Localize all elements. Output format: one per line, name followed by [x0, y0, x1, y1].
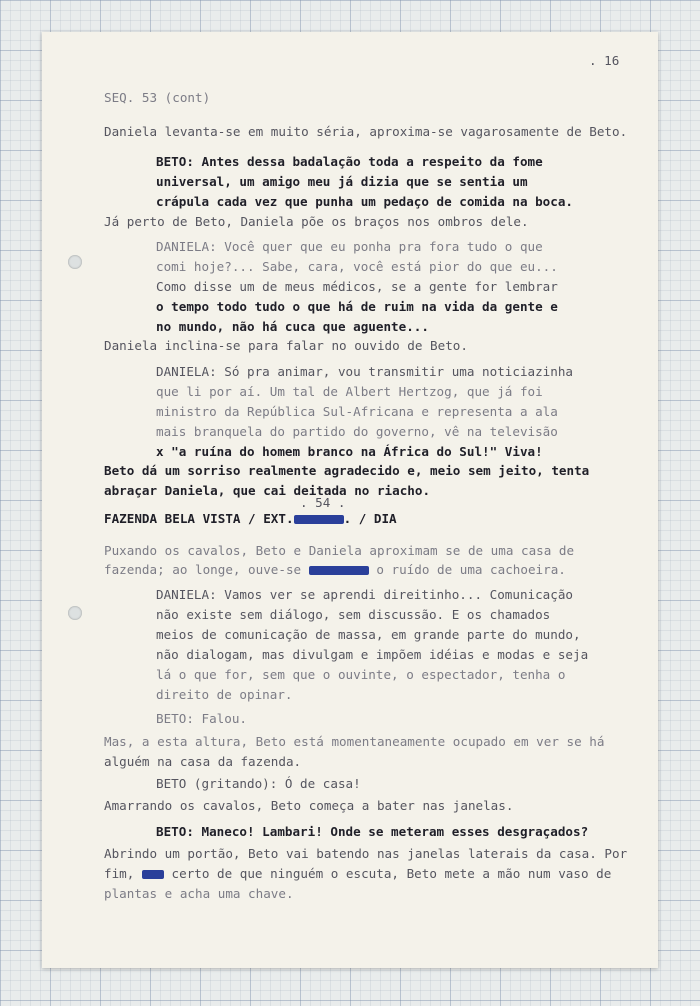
dialogue-line: DANIELA: Vamos ver se aprendi direitinho... Comunicação	[156, 587, 574, 602]
dialogue-line: BETO (gritando): Ó de casa!	[156, 776, 361, 791]
dialogue-line: o tempo todo tudo o que há de ruim na vida da gente e	[156, 299, 558, 314]
action-line: Daniela levanta-se em muito séria, aproxima-se vagarosamente de Beto.	[104, 124, 628, 139]
redaction-mark	[142, 870, 164, 879]
sequence-heading: SEQ. 53 (cont)	[104, 90, 211, 105]
action-line: Amarrando os cavalos, Beto começa a bater nas janelas.	[104, 798, 514, 813]
scene-heading	[104, 512, 397, 526]
punch-hole	[68, 255, 82, 269]
action-line-part: o ruído de uma cachoeira.	[376, 562, 566, 577]
dialogue-line: DANIELA: Você quer que eu ponha pra fora tudo o que	[156, 239, 543, 254]
dialogue-line: no mundo, não há cuca que aguente...	[156, 319, 429, 334]
action-line: plantas e acha uma chave.	[104, 886, 294, 901]
dialogue-line: mais branquela do partido do governo, vê na televisão	[156, 424, 558, 439]
dialogue-line: direito de opinar.	[156, 687, 293, 702]
dialogue-line: universal, um amigo meu já dizia que se sentia um	[156, 174, 528, 189]
action-line: abraçar Daniela, que cai deitada no riacho.	[104, 483, 431, 498]
action-line-part: certo de que ninguém o escuta, Beto mete a mão num vaso de	[171, 866, 612, 881]
dialogue-line: lá o que for, sem que o ouvinte, o espectador, tenha o	[156, 667, 566, 682]
scene-heading-part: . / DIA	[343, 511, 397, 526]
dialogue-line: crápula cada vez que punha um pedaço de comida na boca.	[156, 194, 574, 209]
dialogue-line: que li por aí. Um tal de Albert Hertzog, que já foi	[156, 384, 543, 399]
dialogue-line: x "a ruína do homem branco na África do Sul!" Viva!	[156, 444, 543, 459]
dialogue-line: BETO: Antes dessa badalação toda a respeito da fome	[156, 154, 543, 169]
action-line: Daniela inclina-se para falar no ouvido de Beto.	[104, 338, 468, 353]
redaction-mark	[294, 515, 344, 524]
dialogue-line: comi hoje?... Sabe, cara, você está pior do que eu...	[156, 259, 558, 274]
scene-heading-part: FAZENDA BELA VISTA / EXT.	[104, 511, 294, 526]
action-line	[104, 867, 611, 881]
dialogue-line: não dialogam, mas divulgam e impõem idéias e modas e seja	[156, 647, 589, 662]
dialogue-line: BETO: Maneco! Lambari! Onde se meteram esses desgraçados?	[156, 824, 589, 839]
punch-hole	[68, 606, 82, 620]
dialogue-line: BETO: Falou.	[156, 711, 247, 726]
dialogue-line: Como disse um de meus médicos, se a gente for lembrar	[156, 279, 558, 294]
action-line-part: fazenda; ao longe, ouve-se	[104, 562, 302, 577]
action-line: Beto dá um sorriso realmente agradecido e, meio sem jeito, tenta	[104, 463, 590, 478]
action-line: Abrindo um portão, Beto vai batendo nas janelas laterais da casa. Por	[104, 846, 628, 861]
page-marker: . 54 .	[300, 495, 346, 510]
page-number: . 16	[589, 53, 620, 68]
action-line	[104, 563, 566, 577]
action-line: Puxando os cavalos, Beto e Daniela aproximam se de uma casa de	[104, 543, 575, 558]
dialogue-line: DANIELA: Só pra animar, vou transmitir uma noticiazinha	[156, 364, 574, 379]
dialogue-line: ministro da República Sul-Africana e representa a ala	[156, 404, 558, 419]
action-line: Já perto de Beto, Daniela põe os braços nos ombros dele.	[104, 214, 529, 229]
typewritten-page	[42, 32, 658, 968]
dialogue-line: meios de comunicação de massa, em grande parte do mundo,	[156, 627, 581, 642]
action-line: alguém na casa da fazenda.	[104, 754, 302, 769]
action-line-part: fim,	[104, 866, 135, 881]
redaction-mark	[309, 566, 369, 575]
dialogue-line: não existe sem diálogo, sem discussão. E os chamados	[156, 607, 551, 622]
action-line: Mas, a esta altura, Beto está momentaneamente ocupado em ver se há	[104, 734, 605, 749]
